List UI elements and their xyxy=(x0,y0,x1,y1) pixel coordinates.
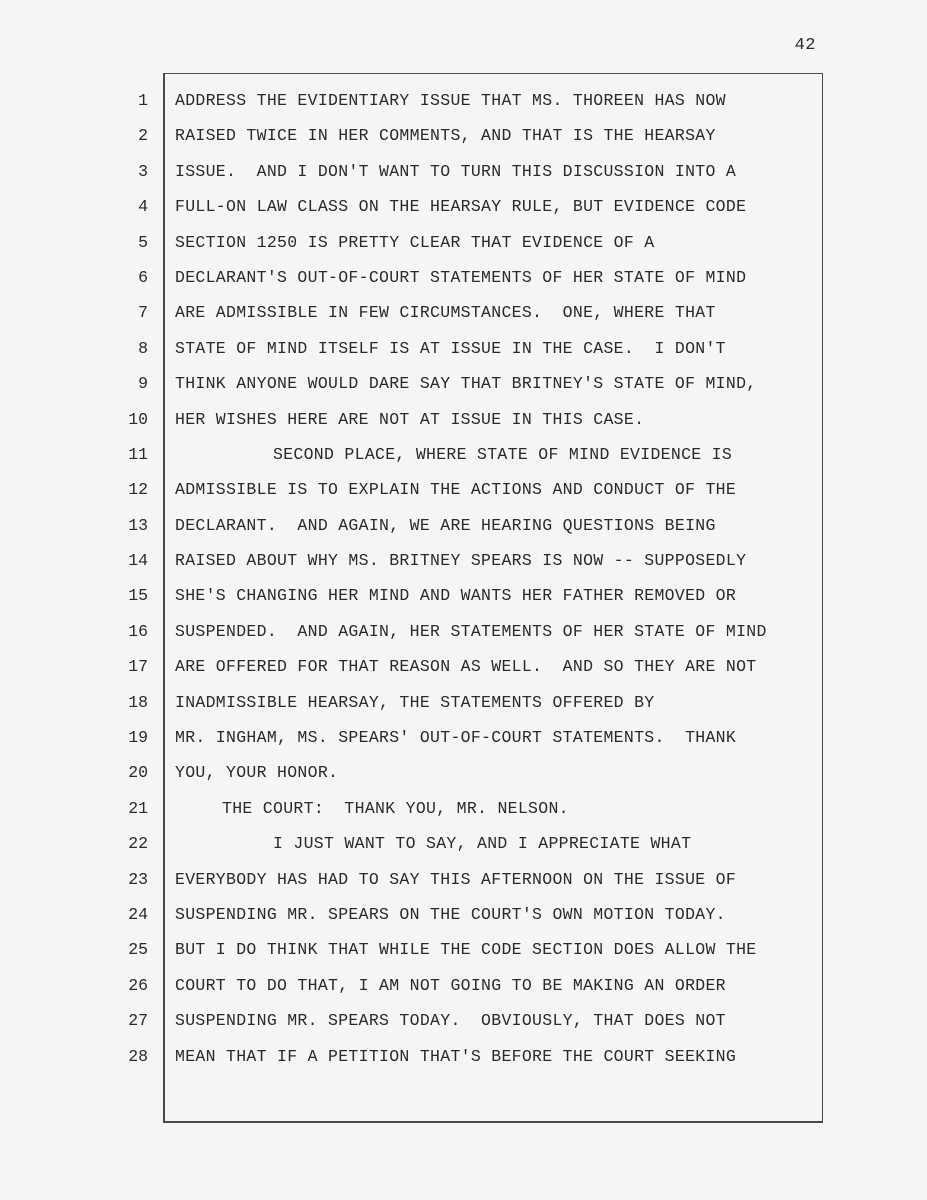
line-text: YOU, YOUR HONOR. xyxy=(175,763,339,783)
line-number: 5 xyxy=(138,232,148,252)
transcript-line xyxy=(0,401,927,436)
line-number: 8 xyxy=(138,338,148,358)
line-text: EVERYBODY HAS HAD TO SAY THIS AFTERNOON ON THE ISSUE OF xyxy=(175,869,737,889)
line-text: SECTION 1250 IS PRETTY CLEAR THAT EVIDENCE OF A xyxy=(175,232,655,252)
transcript-line xyxy=(0,471,927,506)
transcript-line xyxy=(0,365,927,400)
line-text: DECLARANT. AND AGAIN, WE ARE HEARING QUESTIONS BEING xyxy=(175,515,716,535)
transcript-line xyxy=(0,153,927,188)
line-number: 12 xyxy=(128,480,148,500)
line-text: DECLARANT'S OUT-OF-COURT STATEMENTS OF HER STATE OF MIND xyxy=(175,267,747,287)
transcript-line xyxy=(0,577,927,612)
line-text: HER WISHES HERE ARE NOT AT ISSUE IN THIS CASE. xyxy=(175,409,645,429)
line-number: 6 xyxy=(138,267,148,287)
transcript-line xyxy=(0,188,927,223)
line-number: 7 xyxy=(138,303,148,323)
line-number: 25 xyxy=(128,940,148,960)
transcript-line xyxy=(0,224,927,259)
transcript-line xyxy=(0,117,927,152)
line-number: 15 xyxy=(128,586,148,606)
transcript-lines xyxy=(0,82,927,1073)
line-number: 16 xyxy=(128,621,148,641)
transcript-line xyxy=(0,754,927,789)
line-text: SUSPENDED. AND AGAIN, HER STATEMENTS OF HER STATE OF MIND xyxy=(175,621,767,641)
line-number: 24 xyxy=(128,904,148,924)
line-text: RAISED TWICE IN HER COMMENTS, AND THAT IS THE HEARSAY xyxy=(175,126,716,146)
transcript-line xyxy=(0,825,927,860)
line-text: COURT TO DO THAT, I AM NOT GOING TO BE MAKING AN ORDER xyxy=(175,975,726,995)
transcript-line xyxy=(0,931,927,966)
transcript-line xyxy=(0,684,927,719)
line-number: 4 xyxy=(138,197,148,217)
line-text: INADMISSIBLE HEARSAY, THE STATEMENTS OFFERED BY xyxy=(175,692,655,712)
transcript-line xyxy=(0,436,927,471)
line-number: 13 xyxy=(128,515,148,535)
transcript-line xyxy=(0,896,927,931)
line-text: ARE ADMISSIBLE IN FEW CIRCUMSTANCES. ONE, WHERE THAT xyxy=(175,303,716,323)
line-text: BUT I DO THINK THAT WHILE THE CODE SECTION DOES ALLOW THE xyxy=(175,940,757,960)
line-text: THINK ANYONE WOULD DARE SAY THAT BRITNEY'S STATE OF MIND, xyxy=(175,374,757,394)
line-number: 26 xyxy=(128,975,148,995)
transcript-line xyxy=(0,790,927,825)
transcript-line xyxy=(0,294,927,329)
line-text: MEAN THAT IF A PETITION THAT'S BEFORE THE COURT SEEKING xyxy=(175,1046,737,1066)
line-number: 1 xyxy=(138,91,148,110)
line-number: 3 xyxy=(138,161,148,181)
line-text: SUSPENDING MR. SPEARS ON THE COURT'S OWN MOTION TODAY. xyxy=(175,904,726,924)
line-text: THE COURT: THANK YOU, MR. NELSON. xyxy=(222,798,569,818)
line-number: 10 xyxy=(128,409,148,429)
transcript-line xyxy=(0,542,927,577)
line-number: 28 xyxy=(128,1046,148,1066)
line-number: 21 xyxy=(128,798,148,818)
line-number: 17 xyxy=(128,657,148,677)
line-text: STATE OF MIND ITSELF IS AT ISSUE IN THE CASE. I DON'T xyxy=(175,338,726,358)
line-text: ADDRESS THE EVIDENTIARY ISSUE THAT MS. THOREEN HAS NOW xyxy=(175,91,726,110)
line-number: 2 xyxy=(138,126,148,146)
line-number: 18 xyxy=(128,692,148,712)
line-number: 27 xyxy=(128,1011,148,1031)
line-number: 19 xyxy=(128,728,148,748)
transcript-line xyxy=(0,613,927,648)
line-text: I JUST WANT TO SAY, AND I APPRECIATE WHAT xyxy=(273,834,692,854)
transcript-line xyxy=(0,1002,927,1037)
line-text: SUSPENDING MR. SPEARS TODAY. OBVIOUSLY, THAT DOES NOT xyxy=(175,1011,726,1031)
transcript-line xyxy=(0,719,927,754)
line-number: 20 xyxy=(128,763,148,783)
line-text: MR. INGHAM, MS. SPEARS' OUT-OF-COURT STATEMENTS. THANK xyxy=(175,728,737,748)
transcript-line xyxy=(0,1038,927,1073)
line-text: ISSUE. AND I DON'T WANT TO TURN THIS DISCUSSION INTO A xyxy=(175,161,737,181)
transcript-line xyxy=(0,330,927,365)
line-text: SECOND PLACE, WHERE STATE OF MIND EVIDENCE IS xyxy=(273,444,733,464)
transcript-line xyxy=(0,861,927,896)
transcript-line xyxy=(0,82,927,117)
transcript-line xyxy=(0,648,927,683)
line-text: FULL-ON LAW CLASS ON THE HEARSAY RULE, BUT EVIDENCE CODE xyxy=(175,197,747,217)
line-text: ARE OFFERED FOR THAT REASON AS WELL. AND SO THEY ARE NOT xyxy=(175,657,757,677)
line-text: ADMISSIBLE IS TO EXPLAIN THE ACTIONS AND CONDUCT OF THE xyxy=(175,480,737,500)
transcript-line xyxy=(0,507,927,542)
line-number: 22 xyxy=(128,834,148,854)
line-number: 14 xyxy=(128,551,148,571)
line-number: 9 xyxy=(138,374,148,394)
transcript-line xyxy=(0,967,927,1002)
line-number: 11 xyxy=(128,444,148,464)
line-text: SHE'S CHANGING HER MIND AND WANTS HER FATHER REMOVED OR xyxy=(175,586,737,606)
line-text: RAISED ABOUT WHY MS. BRITNEY SPEARS IS NOW -- SUPPOSEDLY xyxy=(175,551,747,571)
line-number: 23 xyxy=(128,869,148,889)
page-number: 42 xyxy=(794,36,816,55)
transcript-line xyxy=(0,259,927,294)
